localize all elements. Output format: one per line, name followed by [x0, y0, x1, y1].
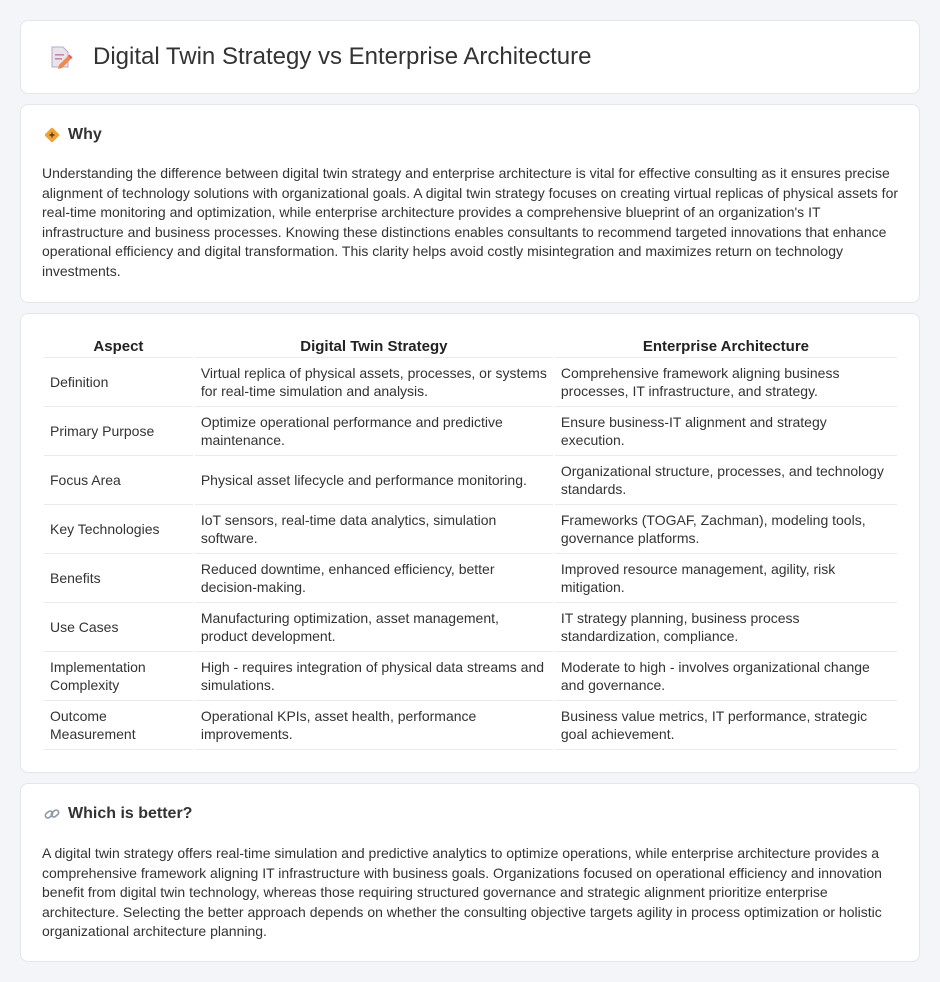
- table-row: [44, 652, 897, 701]
- aspect-cell: Benefits: [44, 554, 193, 603]
- digital-twin-cell: Physical asset lifecycle and performance monitoring.: [195, 456, 553, 505]
- enterprise-architecture-cell: Ensure business-IT alignment and strategy execution.: [555, 407, 897, 456]
- enterprise-architecture-cell: Comprehensive framework aligning business processes, IT infrastructure, and strategy.: [555, 358, 897, 407]
- digital-twin-cell: High - requires integration of physical data streams and simulations.: [195, 652, 553, 701]
- comparison-section: [20, 313, 920, 773]
- why-title: Why: [68, 126, 102, 143]
- enterprise-architecture-cell: Frameworks (TOGAF, Zachman), modeling tools, governance platforms.: [555, 505, 897, 554]
- aspect-cell: Key Technologies: [44, 505, 193, 554]
- table-row: [44, 505, 897, 554]
- link-icon: [43, 805, 61, 823]
- table-row: [44, 603, 897, 652]
- table-row: [44, 358, 897, 407]
- why-text: Understanding the difference between digital twin strategy and enterprise architecture is vital for effective consulting as it ensures precise alignment of technology solutions with organizational goals. A digital twin strategy focuses on creating virtual replicas of physical assets for real-time monitoring and optimization, while enterprise architecture provides a comprehensive blueprint of an organization's IT infrastructure and business processes. Knowing these distinctions enables consultants to recommend targeted innovations that enhance operational efficiency and digital transformation. This clarity helps avoid costly misintegration and maximizes return on technology investments.: [42, 165, 899, 279]
- enterprise-architecture-cell: Business value metrics, IT performance, strategic goal achievement.: [555, 701, 897, 750]
- header-aspect: Aspect: [44, 336, 193, 358]
- table-row: [44, 701, 897, 750]
- header-card: [20, 20, 920, 94]
- which-is-better-section: [20, 783, 920, 962]
- header-digital-twin: Digital Twin Strategy: [195, 336, 553, 358]
- enterprise-architecture-cell: Moderate to high - involves organizational change and governance.: [555, 652, 897, 701]
- comparison-table: [42, 336, 899, 750]
- aspect-cell: Use Cases: [44, 603, 193, 652]
- digital-twin-cell: Optimize operational performance and predictive maintenance.: [195, 407, 553, 456]
- diamond-sign-icon: [43, 126, 61, 144]
- aspect-cell: Implementation Complexity: [44, 652, 193, 701]
- aspect-cell: Primary Purpose: [44, 407, 193, 456]
- table-row: [44, 554, 897, 603]
- digital-twin-cell: Reduced downtime, enhanced efficiency, better decision-making.: [195, 554, 553, 603]
- header-enterprise-architecture: Enterprise Architecture: [555, 336, 897, 358]
- digital-twin-cell: Manufacturing optimization, asset management, product development.: [195, 603, 553, 652]
- document-edit-icon: [47, 44, 73, 70]
- aspect-cell: Definition: [44, 358, 193, 407]
- better-title: Which is better?: [68, 805, 193, 822]
- table-row: [44, 456, 897, 505]
- why-section: [20, 104, 920, 303]
- better-heading: [43, 805, 192, 823]
- digital-twin-cell: Operational KPIs, asset health, performance improvements.: [195, 701, 553, 750]
- aspect-cell: Outcome Measurement: [44, 701, 193, 750]
- table-header-row: [44, 336, 897, 358]
- aspect-cell: Focus Area: [44, 456, 193, 505]
- title-row: [47, 43, 591, 71]
- enterprise-architecture-cell: Improved resource management, agility, risk mitigation.: [555, 554, 897, 603]
- table-row: [44, 407, 897, 456]
- enterprise-architecture-cell: Organizational structure, processes, and technology standards.: [555, 456, 897, 505]
- digital-twin-cell: IoT sensors, real-time data analytics, simulation software.: [195, 505, 553, 554]
- why-heading: [43, 126, 102, 144]
- digital-twin-cell: Virtual replica of physical assets, processes, or systems for real-time simulation and analysis.: [195, 358, 553, 407]
- better-text: A digital twin strategy offers real-time simulation and predictive analytics to optimize operations, while enterprise architecture provides a comprehensive framework aligning IT infrastructure with business goals. Organizations focused on operational efficiency and innovation benefit from digital twin technology, whereas those requiring structured governance and strategic alignment prioritize enterprise architecture. Selecting the better approach depends on whether the consulting objective targets agility in process optimization or holistic organizational architecture planning.: [42, 845, 882, 940]
- page-title: Digital Twin Strategy vs Enterprise Architecture: [93, 43, 592, 70]
- enterprise-architecture-cell: IT strategy planning, business process standardization, compliance.: [555, 603, 897, 652]
